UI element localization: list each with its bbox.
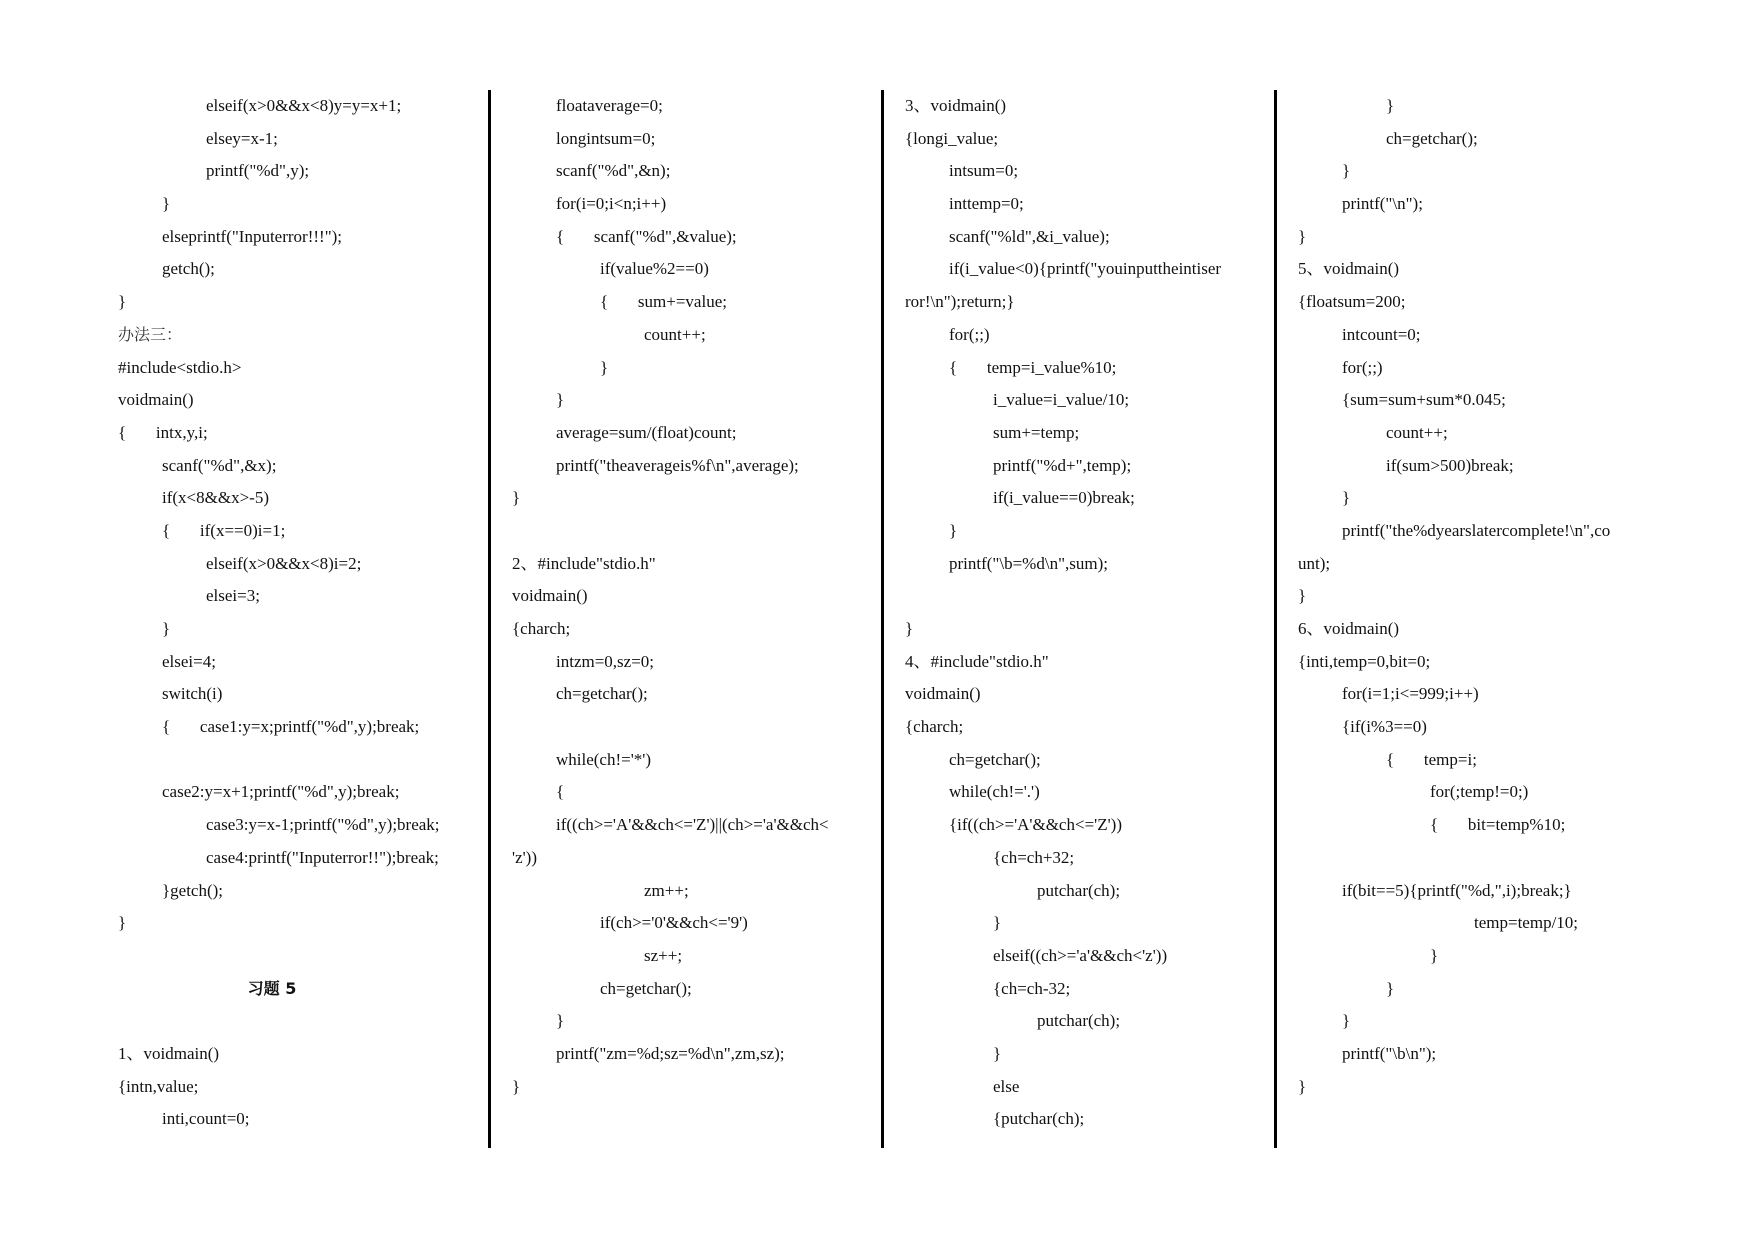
code-line: ch=getchar(); [1386, 128, 1478, 148]
code-line: ch=getchar(); [556, 684, 648, 704]
code-line: } [1386, 96, 1395, 115]
code-line: elsey=x-1; [206, 128, 278, 148]
code-line: } [1298, 226, 1307, 246]
code-line: if(value%2==0) [600, 259, 709, 279]
code-line: printf("theaverageis%f\n",average); [556, 455, 799, 475]
code-line: while(ch!='*') [556, 749, 652, 769]
code-line: 6、voidmain() [1298, 619, 1400, 638]
code-line: } [905, 619, 914, 638]
code-line: printf("zm=%d;sz=%d\n",zm,sz); [556, 1043, 785, 1063]
code-line: printf("%d",y); [206, 161, 310, 181]
code-line: 4、#include"stdio.h" [905, 651, 1049, 671]
code-line [118, 940, 486, 973]
code-line: longintsum=0; [556, 128, 656, 148]
code-line: { bit=temp%10; [1430, 815, 1566, 835]
code-line: sum+=temp; [993, 422, 1080, 442]
code-line: 'z')) [512, 847, 537, 867]
code-line: 3、voidmain() [905, 96, 1007, 115]
code-line [512, 711, 880, 744]
code-line: {charch; [512, 619, 571, 638]
code-line: intcount=0; [1342, 324, 1421, 344]
code-line: floataverage=0; [556, 96, 663, 115]
code-line: voidmain() [118, 390, 194, 410]
code-line: {charch; [905, 717, 964, 737]
code-line: case3:y=x-1;printf("%d",y);break; [206, 815, 440, 835]
code-line: if(sum>500)break; [1386, 455, 1514, 475]
code-line: { if(x==0)i=1; [162, 520, 286, 540]
code-line: } [1342, 1011, 1351, 1031]
code-line: {inti,temp=0,bit=0; [1298, 651, 1431, 671]
code-line: 办法三： [118, 324, 183, 344]
code-line: elsei=4; [162, 651, 216, 671]
code-line: zm++; [644, 880, 689, 900]
code-line: sz++; [644, 945, 683, 965]
code-line: } [118, 913, 127, 933]
code-line: for(i=1;i<=999;i++) [1342, 684, 1479, 704]
code-line: } [512, 488, 521, 508]
code-line: scanf("%ld",&i_value); [949, 226, 1110, 246]
code-line: inttemp=0; [949, 194, 1024, 214]
code-line: {sum=sum+sum*0.045; [1342, 390, 1506, 410]
code-line: { temp=i_value%10; [949, 357, 1117, 377]
code-line: intsum=0; [949, 161, 1019, 181]
column-divider [881, 90, 884, 1148]
code-line: {ch=ch-32; [993, 978, 1071, 998]
code-line: printf("\n"); [1342, 194, 1423, 214]
code-line: } [556, 1011, 565, 1031]
code-line: {intn,value; [118, 1076, 199, 1096]
code-line: count++; [644, 324, 706, 344]
text-column-1 [118, 90, 486, 1136]
code-line: } [949, 520, 958, 540]
code-line: } [993, 1043, 1002, 1063]
section-heading: 习题 5 [247, 978, 297, 998]
code-line [1298, 842, 1666, 875]
text-column-2 [512, 90, 880, 1103]
code-line: 1、voidmain() [118, 1043, 220, 1063]
code-line: if(i_value<0){printf("youinputtheintiser [949, 259, 1222, 279]
code-line: if(x<8&&x>-5) [162, 488, 269, 508]
code-line: {if(i%3==0) [1342, 717, 1427, 737]
code-line: unt); [1298, 553, 1331, 573]
code-line: average=sum/(float)count; [556, 422, 737, 442]
code-line: } [600, 357, 609, 377]
code-line [118, 744, 486, 777]
code-line: intzm=0,sz=0; [556, 651, 655, 671]
column-divider [1274, 90, 1277, 1148]
code-line: elseprintf("Inputerror!!!"); [162, 226, 343, 246]
code-line: getch(); [162, 259, 215, 279]
code-line: ror!\n");return;} [905, 292, 1015, 312]
code-line: scanf("%d",&n); [556, 161, 671, 181]
code-line: count++; [1386, 422, 1448, 442]
code-line: ch=getchar(); [949, 749, 1041, 769]
code-line: if(ch>='0'&&ch<='9') [600, 913, 748, 933]
code-line: temp=temp/10; [1474, 913, 1579, 933]
text-column-4 [1298, 90, 1666, 1103]
code-line: } [118, 292, 127, 312]
code-line: }getch(); [162, 880, 224, 900]
code-line: } [556, 390, 565, 410]
code-line [118, 1005, 486, 1038]
code-line: 5、voidmain() [1298, 259, 1400, 279]
code-line: } [1386, 978, 1395, 998]
code-line: printf("\b=%d\n",sum); [949, 553, 1108, 573]
code-line: { intx,y,i; [118, 422, 208, 442]
code-line: { scanf("%d",&value); [556, 226, 737, 246]
text-column-3 [905, 90, 1273, 1136]
column-divider [488, 90, 491, 1148]
code-line: 2、#include"stdio.h" [512, 553, 656, 573]
code-line: } [1342, 488, 1351, 508]
code-line: for(;temp!=0;) [1430, 782, 1529, 802]
code-line: { case1:y=x;printf("%d",y);break; [162, 717, 420, 737]
code-line: {floatsum=200; [1298, 292, 1406, 312]
code-line [512, 515, 880, 548]
code-line: { [556, 782, 565, 802]
code-line: printf("\b\n"); [1342, 1043, 1437, 1063]
code-line: i_value=i_value/10; [993, 390, 1130, 410]
code-line: {putchar(ch); [993, 1109, 1085, 1129]
code-line: voidmain() [512, 586, 588, 606]
code-line: if(i_value==0)break; [993, 488, 1135, 508]
code-line: } [1298, 1076, 1307, 1096]
code-line: ch=getchar(); [600, 978, 692, 998]
code-line: printf("the%dyearslatercomplete!\n",co [1342, 520, 1611, 540]
code-line: for(i=0;i<n;i++) [556, 194, 667, 214]
code-line: elseif(x>0&&x<8)y=y=x+1; [206, 96, 402, 115]
code-line: { temp=i; [1386, 749, 1477, 769]
code-line: case2:y=x+1;printf("%d",y);break; [162, 782, 400, 802]
code-line: putchar(ch); [1037, 1011, 1121, 1031]
code-line: elseif((ch>='a'&&ch<'z')) [993, 945, 1168, 965]
code-line: case4:printf("Inputerror!!");break; [206, 847, 439, 867]
code-line: { sum+=value; [600, 292, 727, 312]
code-line: putchar(ch); [1037, 880, 1121, 900]
code-line: } [1430, 945, 1439, 965]
code-line: while(ch!='.') [949, 782, 1040, 802]
code-line: } [162, 194, 171, 214]
code-line: } [993, 913, 1002, 933]
code-line: if((ch>='A'&&ch<='Z')||(ch>='a'&&ch< [556, 815, 829, 835]
code-line: for(;;) [949, 324, 990, 344]
code-line: {ch=ch+32; [993, 847, 1075, 867]
code-line: } [162, 619, 171, 638]
code-line: } [512, 1076, 521, 1096]
code-line: elseif(x>0&&x<8)i=2; [206, 553, 362, 573]
code-line [905, 580, 1273, 613]
code-line: scanf("%d",&x); [162, 455, 277, 475]
code-line: #include<stdio.h> [118, 357, 242, 377]
code-line: if(bit==5){printf("%d,",i);break;} [1342, 880, 1572, 900]
code-line: printf("%d+",temp); [993, 455, 1132, 475]
code-line: else [993, 1076, 1020, 1096]
code-line: elsei=3; [206, 586, 260, 606]
code-line: for(;;) [1342, 357, 1383, 377]
code-line: } [1342, 161, 1351, 181]
code-line: switch(i) [162, 684, 223, 704]
code-line: {longi_value; [905, 128, 999, 148]
code-line: inti,count=0; [162, 1109, 250, 1129]
code-line: } [1298, 586, 1307, 606]
code-line: {if((ch>='A'&&ch<='Z')) [949, 815, 1122, 835]
code-line: voidmain() [905, 684, 981, 704]
